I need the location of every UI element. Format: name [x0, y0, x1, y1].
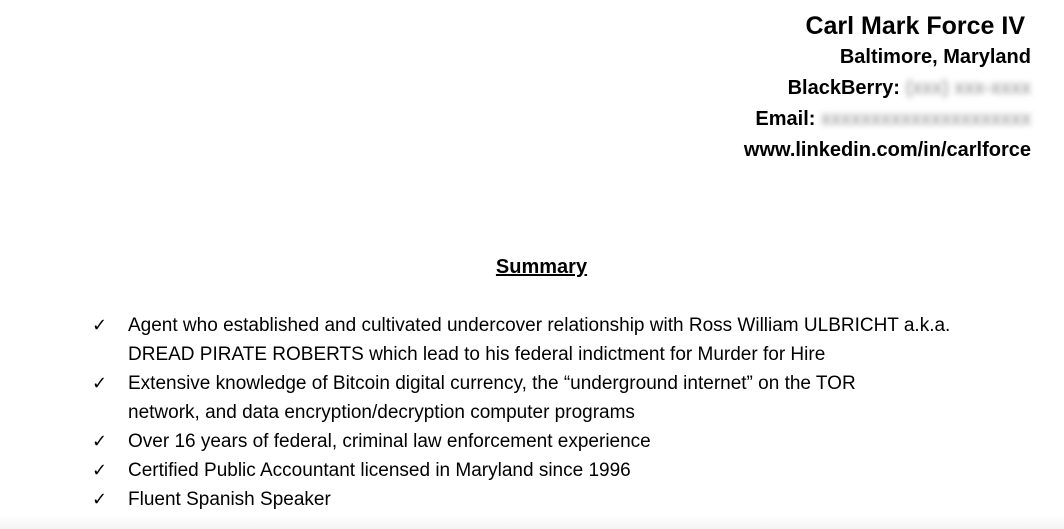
- summary-item-text: Over 16 years of federal, criminal law enforcement experience: [128, 431, 651, 452]
- phone-label: BlackBerry:: [787, 77, 900, 99]
- summary-item-text: Fluent Spanish Speaker: [128, 489, 331, 510]
- summary-item-text: Certified Public Accountant licensed in Maryland since 1996: [128, 460, 631, 481]
- location: Baltimore, Maryland: [839, 46, 1031, 68]
- summary-item-text: Extensive knowledge of Bitcoin digital currency, the “underground internet” on the TOR network, and data encryption/decryption computer programs: [128, 373, 856, 423]
- summary-list: [92, 311, 1042, 514]
- phone-value-redacted: (xxx) xxx-xxxx: [905, 77, 1031, 99]
- linkedin-url: www.linkedin.com/in/carlforce: [743, 139, 1031, 161]
- checkmark-icon: ✓: [92, 489, 108, 510]
- email-label: Email:: [755, 108, 816, 130]
- summary-heading: Summary: [495, 256, 588, 278]
- summary-item: [92, 427, 1042, 456]
- summary-item: [92, 311, 1042, 369]
- checkmark-icon: ✓: [92, 315, 108, 336]
- phone-line: [744, 73, 1031, 104]
- checkmark-icon: ✓: [92, 460, 108, 481]
- email-value-redacted: xxxxxxxxxxxxxxxxxxxxx: [821, 108, 1031, 130]
- summary-item: [92, 369, 1042, 427]
- checkmark-icon: ✓: [92, 373, 108, 394]
- summary-item: [92, 456, 1042, 485]
- resume-header: [744, 10, 1031, 166]
- checkmark-icon: ✓: [92, 431, 108, 452]
- summary-item-text: Agent who established and cultivated undercover relationship with Ross William ULBRICHT a.k.a. DREAD PIRATE ROBERTS which lead to his federal indictment for Murder for Hire: [128, 315, 951, 365]
- resume-name: Carl Mark Force IV: [805, 12, 1025, 40]
- summary-item: [92, 485, 1042, 514]
- page-bottom-edge: [0, 515, 1064, 529]
- email-line: [744, 104, 1031, 135]
